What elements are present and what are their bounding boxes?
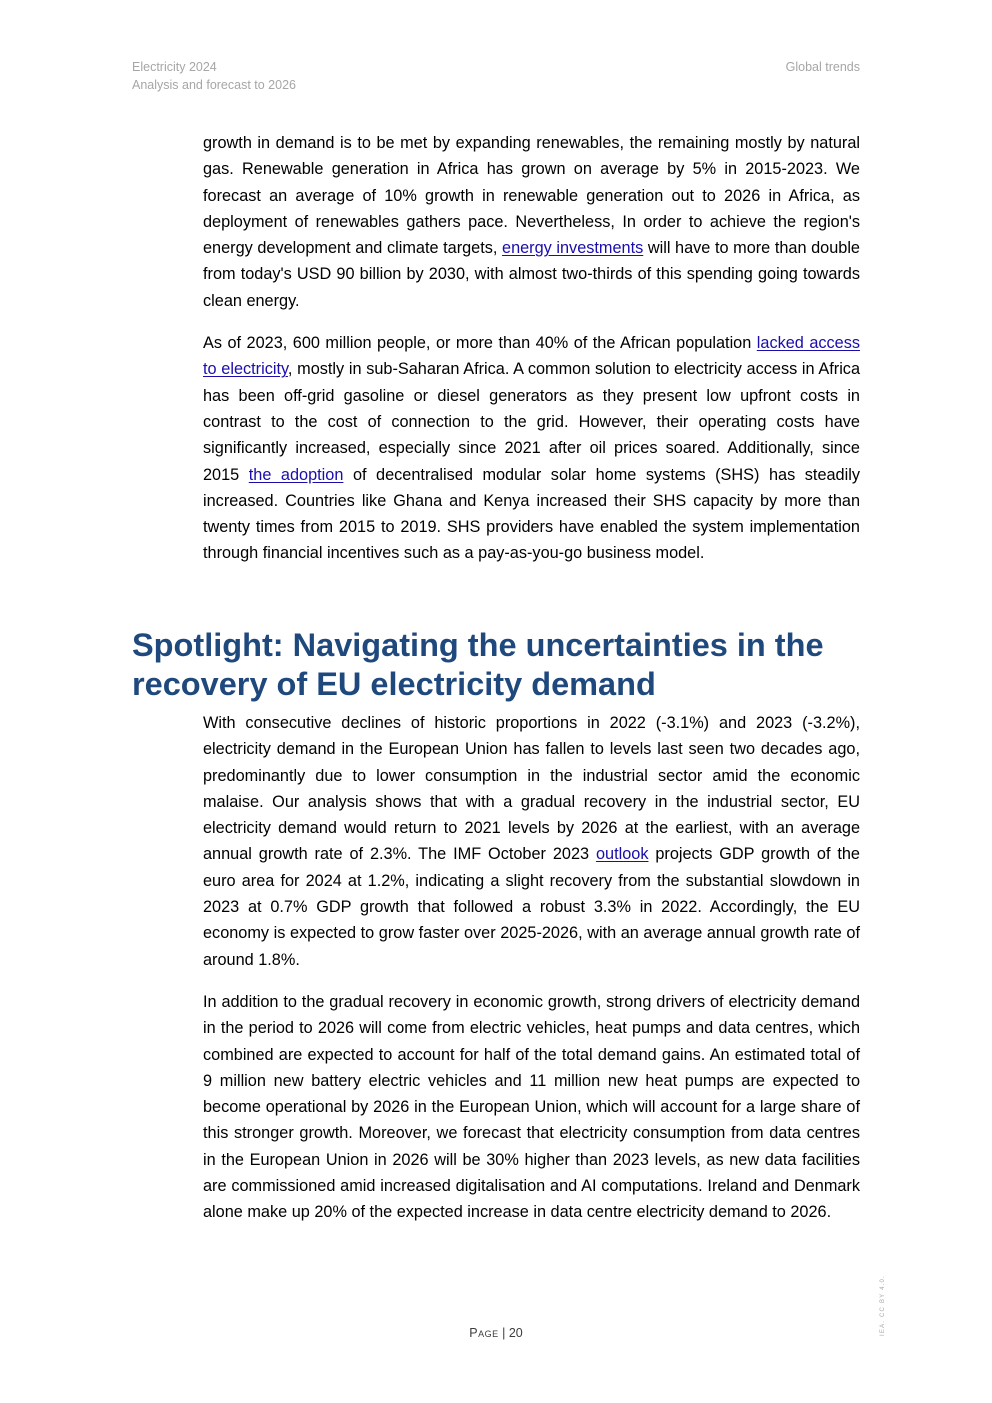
imf-outlook-link[interactable]: outlook (595, 845, 649, 864)
body-block-africa (203, 130, 860, 567)
paragraph-demand-drivers: In addition to the gradual recovery in economic growth, strong drivers of electricity demand in the period to 2026 will come from electric vehicles, heat pumps and data centres, which combined are expected to account for half of the total demand gains. An estimated total of 9 million new battery electric vehicles and 11 million new heat pumps are expected to become operational by 2026 in the European Union, which will account for a large share of this stronger growth. Moreover, we forecast that electricity consumption from data centres in the European Union in 2026 will be 30% higher than 2023 levels, as new data facilities are commissioned amid increased digitalisation and AI computations. Ireland and Denmark alone make up 20% of the expected increase in data centre electricity demand to 2026. (203, 992, 860, 1222)
page-separator: | (498, 1326, 509, 1340)
copyright-text: IEA. CC BY 4.0. (880, 1275, 886, 1336)
document-title: Electricity 2024 (132, 60, 217, 74)
section-title: Global trends (785, 60, 860, 74)
energy-investments-link[interactable]: energy investments (502, 239, 644, 258)
copyright-notice (880, 1272, 894, 1342)
body-block-eu (203, 710, 860, 1226)
paragraph-electricity-access: As of 2023, 600 million people, or more than 40% of the African population lacked access to electricity, mostly in sub-Saharan Africa. A common solution to electricity access in Africa has been off-grid gasoline or diesel generators as they present low upfront costs in contrast to the cost of connection to the grid. However, their operating costs have significantly increased, especially since 2021 after oil prices soared. Additionally, since 2015 the adoption of decentralised modular solar home systems (SHS) has steadily increased. Countries like Ghana and Kenya increased their SHS capacity by more than twenty times from 2015 to 2019. SHS providers have enabled the system implementation through financial incentives such as a pay-as-you-go business model. (203, 334, 861, 563)
page-label: Page (469, 1326, 499, 1340)
page-number: 20 (508, 1326, 523, 1340)
paragraph-renewables-africa: growth in demand is to be met by expanding renewables, the remaining mostly by natural gas. Renewable generation in Africa has grown on average by 5% in 2015-2023. We forecast an average of 10% growth in renewable generation out to 2026 in Africa, as deployment of renewables gathers pace. Nevertheless, In order to achieve the region's energy development and climate targets, energy investments will have to more than double from today's USD 90 billion by 2030, with almost two-thirds of this spending going towards clean energy. (203, 134, 860, 310)
document-subtitle: Analysis and forecast to 2026 (132, 78, 296, 92)
lacked-access-link[interactable]: lacked access to electricity (203, 334, 860, 379)
paragraph-eu-demand-decline: With consecutive declines of historic proportions in 2022 (-3.1%) and 2023 (-3.2%), electricity demand in the European Union has fallen to levels last seen two decades ago, predominantly due to lower consumption in the industrial sector amid the economic malaise. Our analysis shows that with a gradual recovery in the industrial sector, EU electricity demand would return to 2021 levels by 2026 at the earliest, with an average annual growth rate of 2.3%. The IMF October 2023 outlook projects GDP growth of the euro area for 2024 at 1.2%, indicating a slight recovery from the substantial slowdown in 2023 at 0.7% GDP growth that followed a robust 3.3% in 2022. Accordingly, the EU economy is expected to grow faster over 2025-2026, with an average annual growth rate of around 1.8%. (203, 714, 860, 969)
the-adoption-link[interactable]: the adoption (248, 465, 344, 484)
page-footer (0, 1326, 992, 1340)
spotlight-heading: Spotlight: Navigating the uncertainties in the recovery of EU electricity demand (132, 627, 824, 702)
running-header-left (132, 58, 296, 94)
